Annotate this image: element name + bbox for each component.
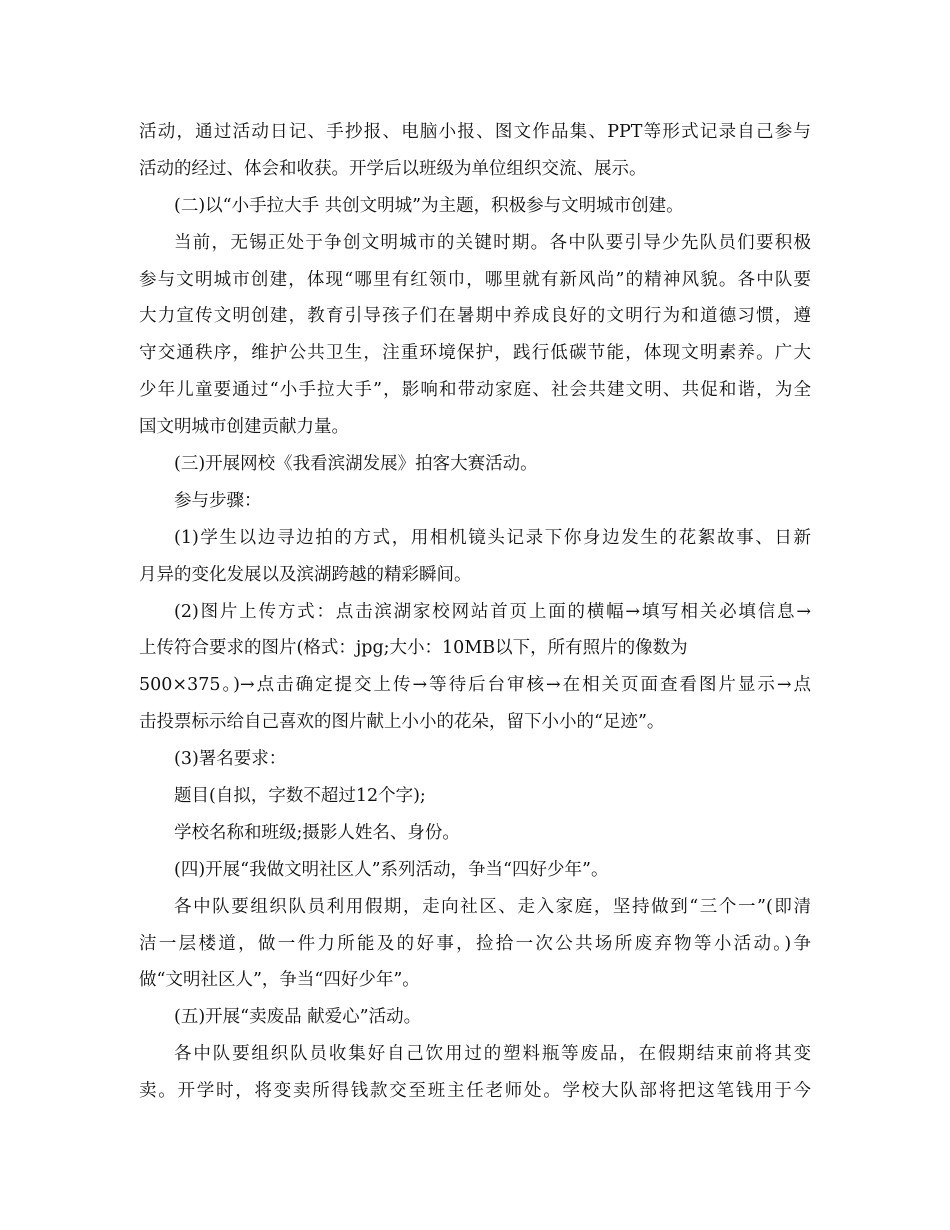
step-2-line: 上传符合要求的图片(格式：jpg;大小：10MB以下，所有照片的像数为 <box>139 638 688 659</box>
paragraph-line: 做“文明社区人”，争当“四好少年”。 <box>139 970 420 991</box>
step-2-line: (2)图片上传方式：点击滨湖家校网站首页上面的横幅→填写相关必填信息→ <box>174 601 811 622</box>
step-3-line: 题目(自拟，字数不超过12个字); <box>174 786 426 807</box>
section-heading-4: (四)开展“我做文明社区人”系列活动，争当“四好少年”。 <box>174 859 609 880</box>
steps-heading: 参与步骤： <box>174 490 262 511</box>
paragraph-line: 大力宣传文明创建，教育引导孩子们在暑期中养成良好的文明行为和道德习惯，遵 <box>139 306 811 327</box>
paragraph-line: 各中队要组织队员收集好自己饮用过的塑料瓶等废品，在假期结束前将其变 <box>174 1044 811 1065</box>
section-heading-5: (五)开展“卖废品 献爱心”活动。 <box>174 1007 422 1028</box>
paragraph-line: 活动的经过、体会和收获。开学后以班级为单位组织交流、展示。 <box>139 158 647 179</box>
paragraph-line: 洁一层楼道，做一件力所能及的好事，捡拾一次公共场所废弃物等小活动。)争 <box>139 933 811 954</box>
paragraph-line: 少年儿童要通过“小手拉大手”，影响和带动家庭、社会共建文明、共促和谐，为全 <box>139 380 811 401</box>
paragraph-line: 参与文明城市创建，体现“哪里有红领巾，哪里就有新风尚”的精神风貌。各中队要 <box>139 269 811 290</box>
paragraph-line: 守交通秩序，维护公共卫生，注重环境保护，践行低碳节能，体现文明素养。广大 <box>139 343 811 364</box>
document-body <box>139 114 811 1110</box>
step-3-line: (3)署名要求： <box>174 749 287 770</box>
step-2-line: 500×375。)→点击确定提交上传→等待后台审核→在相关页面查看图片显示→点 <box>139 675 811 696</box>
paragraph-line: 活动，通过活动日记、手抄报、电脑小报、图文作品集、PPT等形式记录自己参与 <box>139 122 811 142</box>
step-1-line: (1)学生以边寻边拍的方式，用相机镜头记录下你身边发生的花絮故事、日新 <box>174 527 811 548</box>
paragraph-line: 各中队要组织队员利用假期，走向社区、走入家庭，坚持做到“三个一”(即清 <box>174 896 811 917</box>
paragraph-line: 当前，无锡正处于争创文明城市的关键时期。各中队要引导少先队员们要积极 <box>174 232 811 253</box>
section-heading-2: (二)以“小手拉大手 共创文明城”为主题，积极参与文明城市创建。 <box>174 195 684 216</box>
step-1-line: 月异的变化发展以及滨湖跨越的精彩瞬间。 <box>139 564 472 585</box>
step-2-line: 击投票标示给自己喜欢的图片献上小小的花朵，留下小小的“足迹”。 <box>139 712 665 733</box>
paragraph-line: 国文明城市创建贡献力量。 <box>139 417 349 438</box>
step-3-line: 学校名称和班级;摄影人姓名、身份。 <box>174 822 460 843</box>
section-heading-3: (三)开展网校《我看滨湖发展》拍客大赛活动。 <box>174 454 538 475</box>
paragraph-line: 卖。开学时，将变卖所得钱款交至班主任老师处。学校大队部将把这笔钱用于今 <box>139 1081 811 1102</box>
